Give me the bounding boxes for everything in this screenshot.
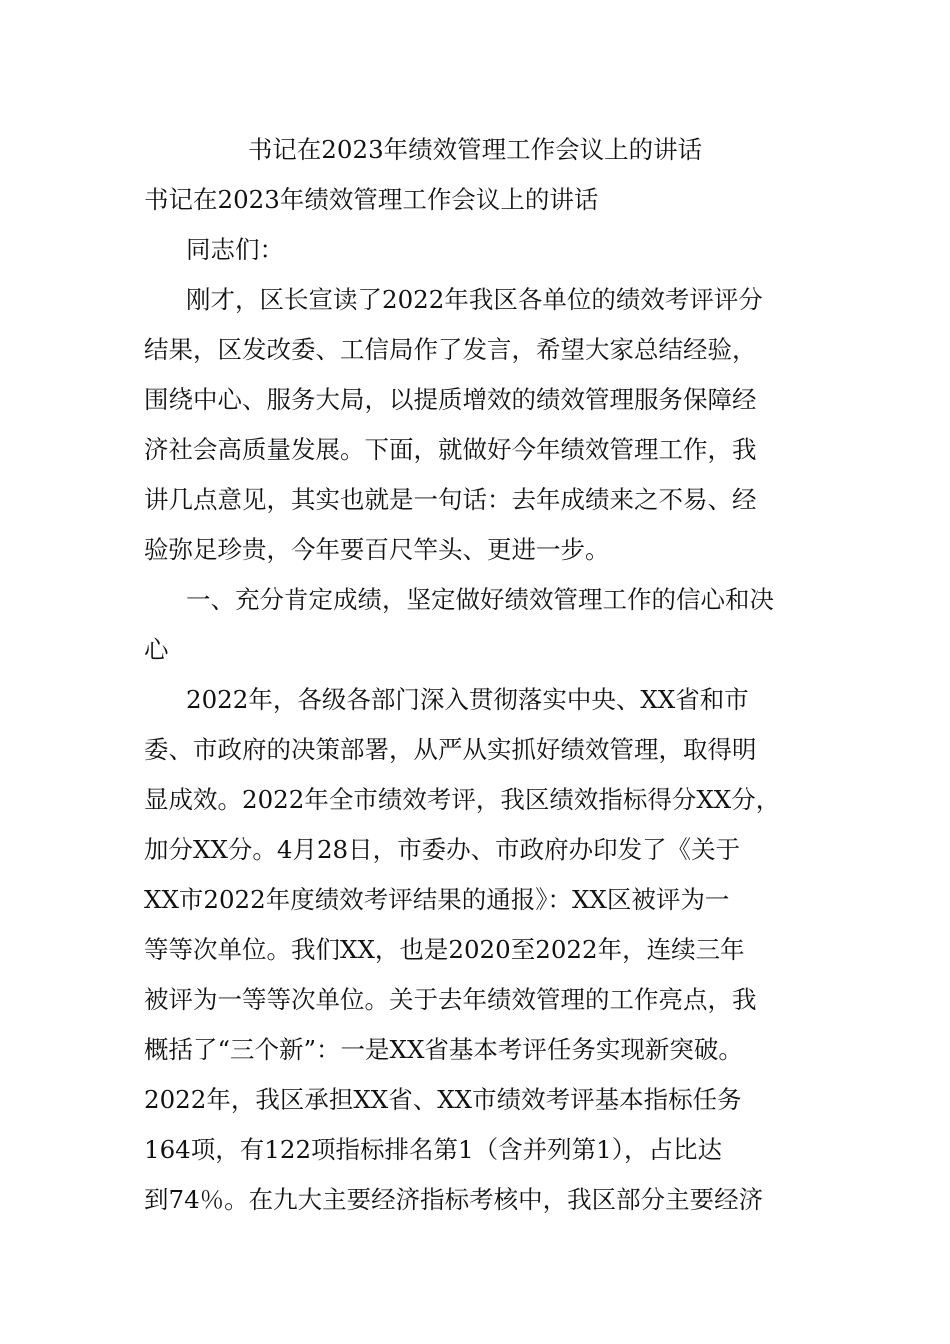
document-subtitle: 书记在2023年绩效管理工作会议上的讲话 [144, 185, 599, 214]
paragraph-line: 围绕中心、服务大局，以提质增效的绩效管理服务保障经 [144, 385, 757, 414]
paragraph-line: 164项，有122项指标排名第1（含并列第1），占比达 [144, 1135, 722, 1164]
paragraph-line: 概括了“三个新”：一是XX省基本考评任务实现新突破。 [144, 1035, 743, 1064]
paragraph-line: 结果，区发改委、工信局作了发言，希望大家总结经验， [144, 335, 757, 364]
paragraph-line: 到74％。在九大主要经济指标考核中，我区部分主要经济 [144, 1185, 764, 1214]
document-title: 书记在2023年绩效管理工作会议上的讲话 [247, 135, 703, 164]
section-heading-continued: 心 [144, 635, 169, 664]
paragraph-line: 验弥足珍贵，今年要百尺竿头、更进一步。 [144, 535, 610, 564]
paragraph-line: 显成效。2022年全市绩效考评，我区绩效指标得分XX分， [144, 785, 781, 814]
salutation: 同志们： [186, 235, 284, 264]
paragraph-line: 加分XX分。4月28日，市委办、市政府办印发了《关于 [144, 835, 741, 864]
paragraph-line: 讲几点意见，其实也就是一句话：去年成绩来之不易、经 [144, 485, 757, 514]
paragraph-line: XX市2022年度绩效考评结果的通报》：XX区被评为一 [144, 885, 730, 914]
paragraph-line: 济社会高质量发展。下面，就做好今年绩效管理工作，我 [144, 435, 757, 464]
paragraph-line: 等等次单位。我们XX，也是2020至2022年，连续三年 [144, 935, 745, 964]
paragraph-line: 委、市政府的决策部署，从严从实抓好绩效管理，取得明 [144, 735, 757, 764]
paragraph-line: 被评为一等等次单位。关于去年绩效管理的工作亮点，我 [144, 985, 757, 1014]
paragraph-line: 2022年，各级各部门深入贯彻落实中央、XX省和市 [186, 685, 749, 714]
paragraph-line: 刚才，区长宣读了2022年我区各单位的绩效考评评分 [186, 285, 763, 314]
paragraph-line: 2022年，我区承担XX省、XX市绩效考评基本指标任务 [144, 1085, 742, 1114]
section-heading: 一、充分肯定成绩，坚定做好绩效管理工作的信心和决 [186, 585, 774, 614]
